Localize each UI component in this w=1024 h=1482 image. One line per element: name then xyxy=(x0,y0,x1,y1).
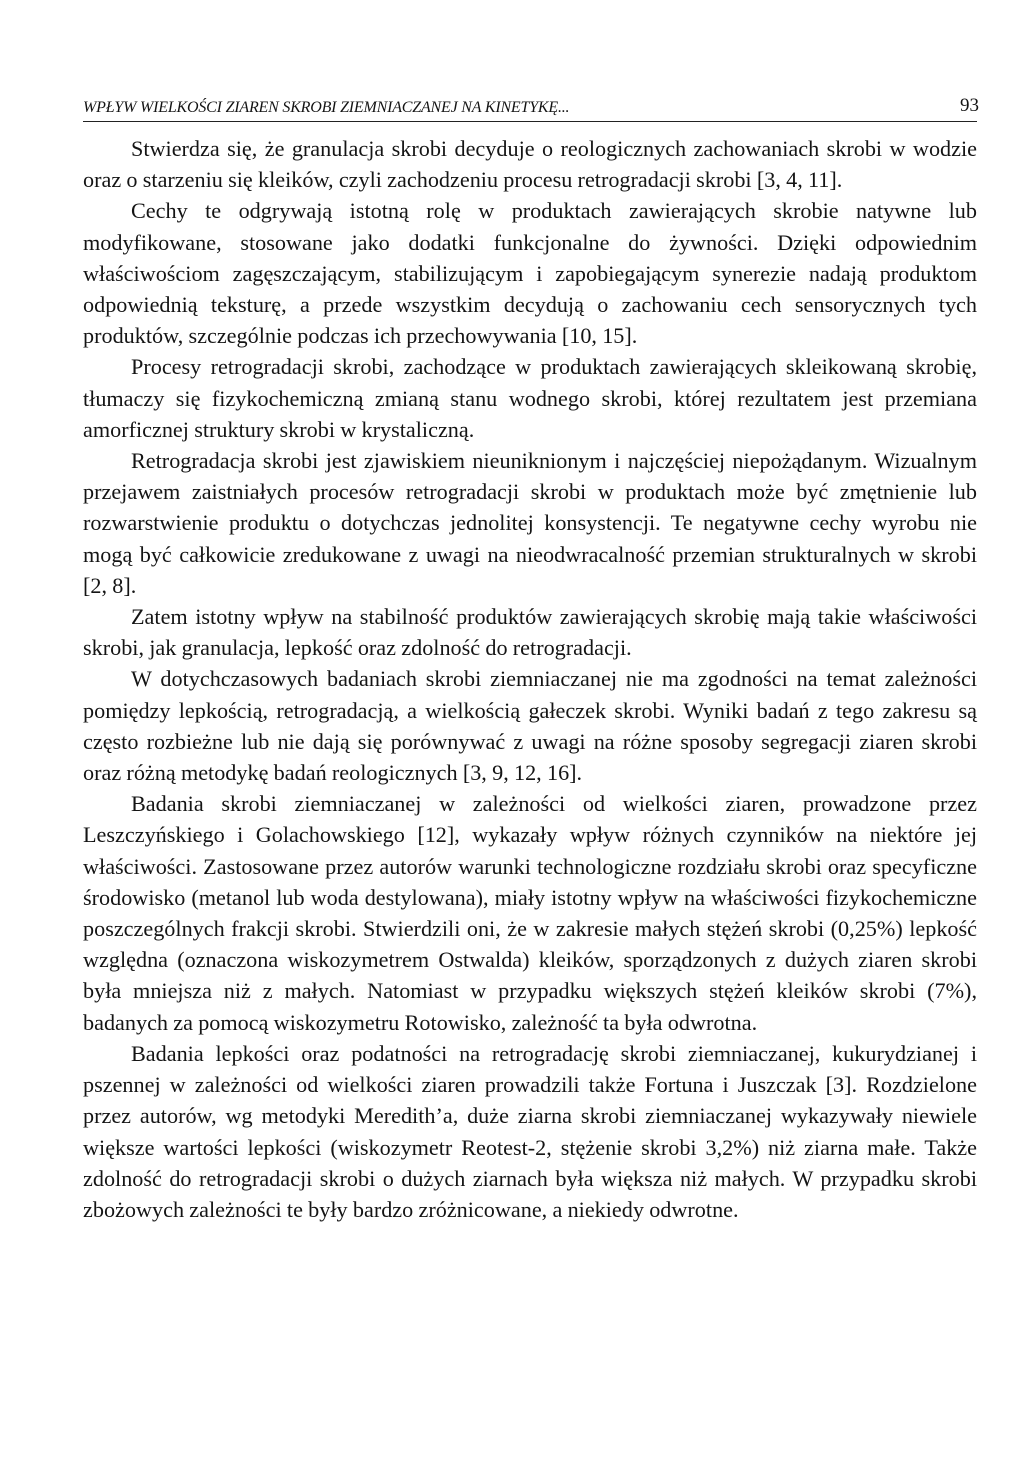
paragraph: Stwierdza się, że granulacja skrobi decyduje o reologicznych zachowaniach skrobi w wodzie oraz o starzeniu się kleików, czyli zachodzeniu procesu retrogradacji skrobi [3, 4, 11]. xyxy=(83,136,977,193)
paragraph: Badania lepkości oraz podatności na retrogradację skrobi ziemniaczanej, kukurydzianej i pszennej w zależności od wielkości ziaren prowadzili także Fortuna i Juszczak [3]. Rozdzielone przez autorów, wg metodyki Meredith’a, duże ziarna skrobi ziemniaczanej wykazywały niewiele większe wartości lepkości (wiskozymetr Reotest-2, stężenie skrobi 3,2%) niż ziarna małe. Także zdolność do retrogradacji skrobi o dużych ziarnach była większa niż małych. W przypadku skrobi zbożowych zależności te były bardzo zróżnicowane, a niekiedy odwrotne. xyxy=(83,1040,977,1222)
paragraph: Badania skrobi ziemniaczanej w zależności od wielkości ziaren, prowadzone przez Leszczyńskiego i Golachowskiego [12], wykazały wpływ różnych czynników na niektóre jej właściwości. Zastosowane przez autorów warunki technologiczne rozdziału skrobi oraz specyficzne środowisko (metanol lub woda destylowana), miały istotny wpływ na właściwości fizykochemiczne poszczególnych frakcji skrobi. Stwierdzili oni, że w zakresie małych stężeń skrobi (0,25%) lepkość względna (oznaczona wiskozymetrem Ostwalda) kleików, sporządzonych z dużych ziaren skrobi była mniejsza niż z małych. Natomiast w przypadku większych stężeń kleików skrobi (7%), badanych za pomocą wiskozymetru Rotowisko, zależność ta była odwrotna. xyxy=(83,791,977,1035)
page-number: 93 xyxy=(960,95,979,116)
paragraph: W dotychczasowych badaniach skrobi ziemniaczanej nie ma zgodności na temat zależności pomiędzy lepkością, retrogradacją, a wielkością gałeczek skrobi. Wyniki badań z tego zakresu są często rozbieżne lub nie dają się porównywać z uwagi na różne sposoby segregacji ziaren skrobi oraz różną metodykę badań reologicznych [3, 9, 12, 16]. xyxy=(83,666,977,786)
paragraph: Cechy te odgrywają istotną rolę w produktach zawierających skrobie natywne lub modyfikowane, stosowane jako dodatki funkcjonalne do żywności. Dzięki odpowiednim właściwościom zagęszczającym, stabilizującym i zapobiegającym synerezie nadają produktom odpowiednią teksturę, a przede wszystkim decydują o zachowaniu cech sensorycznych tych produktów, szczególnie podczas ich przechowywania [10, 15]. xyxy=(83,198,977,349)
paragraph: Retrogradacja skrobi jest zjawiskiem nieuniknionym i najczęściej niepożądanym. Wizualnym przejawem zaistniałych procesów retrogradacji skrobi w produktach może być zmętnienie lub rozwarstwienie produktu o dotychczas jednolitej konsystencji. Te negatywne cechy wyrobu nie mogą być całkowicie zredukowane z uwagi na nieodwracalność przemian strukturalnych w skrobi [2, 8]. xyxy=(83,448,977,598)
body-text xyxy=(83,133,977,1225)
paragraph: Procesy retrogradacji skrobi, zachodzące w produktach zawierających skleikowaną skrobię, tłumaczy się fizykochemiczną zmianą stanu wodnego skrobi, której rezultatem jest przemiana amorficznej struktury skrobi w krystaliczną. xyxy=(83,354,977,442)
paragraph: Zatem istotny wpływ na stabilność produktów zawierających skrobię mają takie właściwości skrobi, jak granulacja, lepkość oraz zdolność do retrogradacji. xyxy=(83,604,977,661)
running-header xyxy=(83,92,977,122)
running-title: WPŁYW WIELKOŚCI ZIAREN SKROBI ZIEMNIACZANEJ NA KINETYKĘ... xyxy=(83,99,570,116)
document-page xyxy=(83,92,977,1225)
